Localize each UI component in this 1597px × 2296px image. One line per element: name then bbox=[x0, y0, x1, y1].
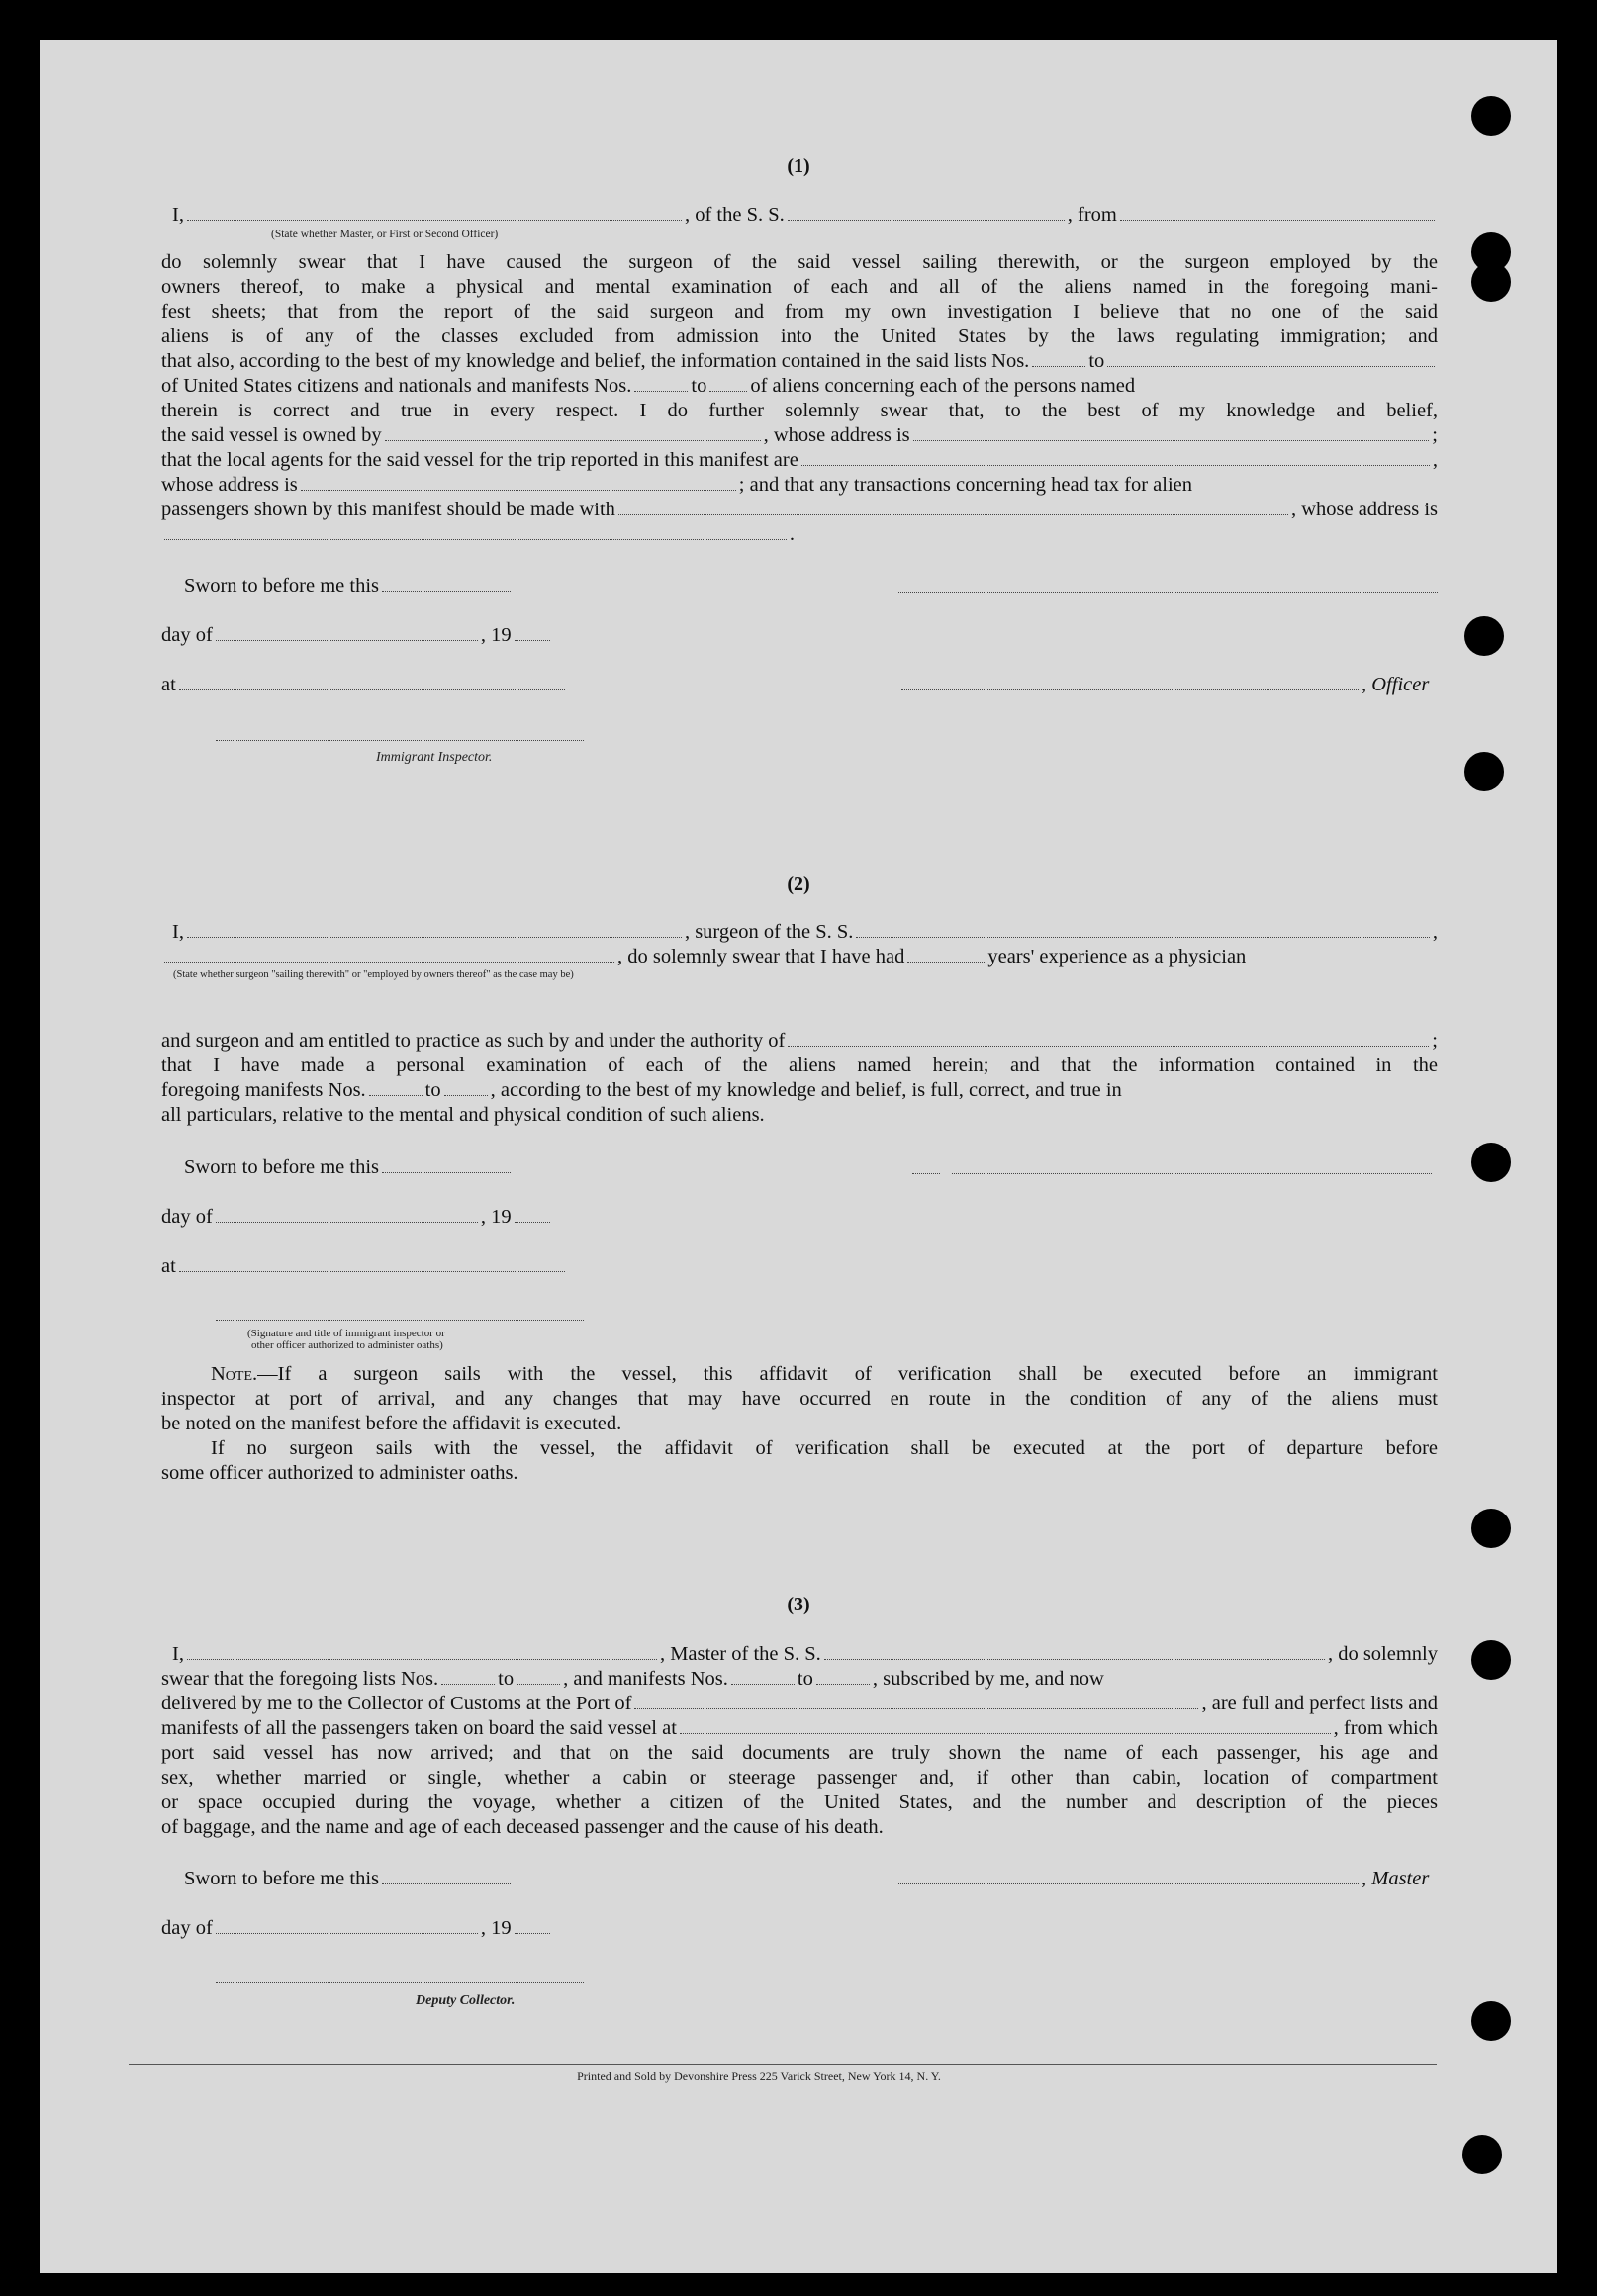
text: passengers shown by this manifest should be made with bbox=[161, 499, 615, 520]
text: whose address is bbox=[161, 474, 298, 496]
s1-paragraph-line: fest sheets; that from the report of the said surgeon and from my own investigation I believe that no one of the said bbox=[161, 301, 1438, 322]
s1-paragraph-line: owners thereof, to make a physical and mental examination of each and all of the aliens named in the foregoing mani- bbox=[161, 276, 1438, 298]
at-field[interactable] bbox=[179, 676, 565, 690]
punch-hole bbox=[1471, 1509, 1511, 1548]
year-field[interactable] bbox=[515, 1919, 550, 1934]
s2-line-6: all particulars, relative to the mental and physical condition of such aliens. bbox=[161, 1104, 765, 1126]
text: —If a surgeon sails with the vessel, this affidavit of verification shall be executed before an immigrant bbox=[257, 1363, 1438, 1385]
text: , according to the best of my knowledge and belief, is full, correct, and true in bbox=[490, 1079, 1122, 1101]
authority-field[interactable] bbox=[788, 1032, 1429, 1047]
head-tax-party-field[interactable] bbox=[618, 501, 1288, 515]
punch-hole bbox=[1471, 2001, 1511, 2041]
s2-note-line: be noted on the manifest before the affidavit is executed. bbox=[161, 1413, 622, 1434]
s3-paragraph-line: or space occupied during the voyage, whether a citizen of the United States, and the number and description of the pieces bbox=[161, 1791, 1438, 1813]
signature-note: (Signature and title of immigrant inspector or bbox=[247, 1328, 445, 1339]
from-port-field[interactable] bbox=[1120, 206, 1435, 221]
signature-field[interactable] bbox=[912, 1173, 940, 1174]
text: , Officer bbox=[1362, 674, 1430, 695]
s1-officer bbox=[898, 673, 1429, 697]
s1-line-13 bbox=[161, 522, 795, 547]
manifests-from-field[interactable] bbox=[731, 1670, 795, 1685]
s2-note-line: inspector at port of arrival, and any changes that may have occurred en route in the condition of any of the aliens must bbox=[161, 1388, 1438, 1410]
section-2-header: (2) bbox=[787, 873, 810, 895]
printer-footer: Printed and Sold by Devonshire Press 225 Varick Street, New York 14, N. Y. bbox=[577, 2069, 941, 2083]
years-field[interactable] bbox=[907, 948, 985, 963]
text: , surgeon of the S. S. bbox=[684, 921, 854, 943]
text: , 19 bbox=[480, 1917, 512, 1939]
text: Sworn to before me this bbox=[184, 1868, 379, 1889]
text: , do solemnly bbox=[1327, 1643, 1438, 1665]
punch-hole bbox=[1471, 262, 1511, 302]
day-of-field[interactable] bbox=[216, 1919, 478, 1934]
s2-line-2 bbox=[161, 945, 1438, 969]
s1-line-10 bbox=[161, 448, 1438, 473]
section-3-header: (3) bbox=[787, 1594, 810, 1615]
inspector-caption: Immigrant Inspector. bbox=[376, 750, 493, 765]
text: , of the S. S. bbox=[684, 204, 785, 226]
boarding-port-field[interactable] bbox=[680, 1719, 1331, 1734]
s3-line-3 bbox=[161, 1692, 1438, 1716]
punch-hole bbox=[1471, 96, 1511, 136]
text: manifests of all the passengers taken on board the said vessel at bbox=[161, 1717, 677, 1739]
port-field[interactable] bbox=[634, 1695, 1198, 1709]
text: ; and that any transactions concerning head tax for alien bbox=[738, 474, 1193, 496]
owner-field[interactable] bbox=[385, 426, 761, 441]
master-name-field[interactable] bbox=[187, 1645, 657, 1660]
text: at bbox=[161, 1255, 176, 1277]
s1-paragraph-line: aliens is of any of the classes excluded from admission into the United States by the laws regulating immigration; and bbox=[161, 325, 1438, 347]
text: Sworn to before me this bbox=[184, 1156, 379, 1178]
manifests-to-field[interactable] bbox=[709, 377, 747, 392]
s3-line-4 bbox=[161, 1716, 1438, 1741]
text: , from bbox=[1067, 204, 1117, 226]
inspector-signature-field[interactable] bbox=[216, 740, 584, 741]
s3-paragraph-line: sex, whether married or single, whether a cabin or steerage passenger and, if other than cabin, location of compartment bbox=[161, 1767, 1438, 1789]
text: , bbox=[1432, 921, 1438, 943]
text: years' experience as a physician bbox=[987, 946, 1247, 967]
punch-hole bbox=[1464, 616, 1504, 656]
text: at bbox=[161, 674, 176, 695]
s1-line-7 bbox=[161, 374, 1438, 399]
s2-sworn bbox=[184, 1155, 514, 1180]
agents-address-field[interactable] bbox=[301, 476, 736, 491]
lists-from-field[interactable] bbox=[441, 1670, 495, 1685]
text: , 19 bbox=[480, 624, 512, 646]
officer-rank-field[interactable] bbox=[187, 206, 682, 221]
s2-note2-line: some officer authorized to administer oaths. bbox=[161, 1462, 518, 1484]
vessel-name-field[interactable] bbox=[856, 923, 1429, 938]
s1-line-12 bbox=[161, 498, 1438, 522]
collector-caption: Deputy Collector. bbox=[416, 1993, 516, 2008]
text: , 19 bbox=[480, 1206, 512, 1228]
signature-field[interactable] bbox=[898, 592, 1438, 593]
punch-hole bbox=[1462, 2135, 1502, 2174]
year-field[interactable] bbox=[515, 1208, 550, 1223]
text: to bbox=[1088, 350, 1105, 372]
text: , bbox=[1432, 449, 1438, 471]
s2-note2-line: If no surgeon sails with the vessel, the affidavit of verification shall be executed at the port of departure before bbox=[211, 1437, 1438, 1459]
text: of aliens concerning each of the persons named bbox=[750, 375, 1136, 397]
vessel-name-field[interactable] bbox=[824, 1645, 1325, 1660]
year-field[interactable] bbox=[515, 626, 550, 641]
section-1-header: (1) bbox=[787, 155, 810, 177]
s2-line-5 bbox=[161, 1078, 1438, 1103]
text: , subscribed by me, and now bbox=[872, 1668, 1104, 1690]
s2-line-4: that I have made a personal examination of each of the aliens named herein; and that the information contained in the bbox=[161, 1055, 1438, 1076]
s2-line-3 bbox=[161, 1029, 1438, 1054]
s3-line-1 bbox=[172, 1642, 1438, 1667]
punch-hole bbox=[1471, 1143, 1511, 1182]
signature-field[interactable] bbox=[952, 1173, 1432, 1174]
text: foregoing manifests Nos. bbox=[161, 1079, 366, 1101]
s3-dayof bbox=[161, 1916, 553, 1941]
punch-hole bbox=[1464, 752, 1504, 791]
manifests-to-field[interactable] bbox=[444, 1081, 488, 1096]
day-of-field[interactable] bbox=[216, 1208, 478, 1223]
manifests-from-field[interactable] bbox=[369, 1081, 423, 1096]
text: I, bbox=[172, 204, 184, 226]
text: to bbox=[691, 375, 707, 397]
manifests-from-field[interactable] bbox=[634, 377, 688, 392]
s2-note-line bbox=[161, 1362, 1438, 1387]
s1-line-1 bbox=[172, 203, 1438, 228]
s1-paragraph-line: do solemnly swear that I have caused the surgeon of the said vessel sailing therewith, or the surgeon employed by the bbox=[161, 251, 1438, 273]
s1-line-8: therein is correct and true in every respect. I do further solemnly swear that, to the best of my knowledge and belief, bbox=[161, 400, 1438, 421]
text: swear that the foregoing lists Nos. bbox=[161, 1668, 439, 1690]
sworn-date-field[interactable] bbox=[382, 1158, 511, 1173]
text: , whose address is bbox=[1290, 499, 1438, 520]
head-tax-address-field[interactable] bbox=[164, 525, 787, 540]
day-of-field[interactable] bbox=[216, 626, 478, 641]
officer-signature-field[interactable] bbox=[901, 676, 1359, 690]
text: delivered by me to the Collector of Customs at the Port of bbox=[161, 1693, 632, 1714]
text: , Master of the S. S. bbox=[659, 1643, 821, 1665]
text: I, bbox=[172, 1643, 184, 1665]
signature-note: other officer authorized to administer oaths) bbox=[251, 1339, 443, 1351]
text: , do solemnly swear that I have had bbox=[617, 946, 905, 967]
footer-rule bbox=[129, 2064, 1437, 2065]
s1-dayof bbox=[161, 623, 553, 648]
s2-dayof bbox=[161, 1205, 553, 1230]
text: to bbox=[797, 1668, 813, 1690]
text: day of bbox=[161, 1206, 213, 1228]
vessel-name-field[interactable] bbox=[788, 206, 1065, 221]
form-page bbox=[40, 40, 1557, 2273]
text: . bbox=[789, 523, 795, 545]
rank-note: (State whether Master, or First or Second Officer) bbox=[271, 229, 499, 240]
surgeon-status-note: (State whether surgeon "sailing therewith" or "employed by owners thereof" as the case may be) bbox=[173, 969, 574, 980]
surgeon-status-field[interactable] bbox=[164, 948, 614, 963]
text: I, bbox=[172, 921, 184, 943]
text: ; bbox=[1432, 1030, 1438, 1052]
surgeon-name-field[interactable] bbox=[187, 923, 682, 938]
text: to bbox=[498, 1668, 515, 1690]
s2-at bbox=[161, 1254, 568, 1279]
owner-address-field[interactable] bbox=[913, 426, 1430, 441]
inspector-signature-field[interactable] bbox=[216, 1320, 584, 1321]
master-signature-field[interactable] bbox=[898, 1870, 1359, 1884]
s1-line-6 bbox=[161, 349, 1438, 374]
s2-line-1 bbox=[172, 920, 1438, 945]
s3-line-2 bbox=[161, 1667, 1438, 1692]
s3-paragraph-line: port said vessel has now arrived; and that on the said documents are truly shown the name of each passenger, his age and bbox=[161, 1742, 1438, 1764]
text: Sworn to before me this bbox=[184, 575, 379, 597]
text: day of bbox=[161, 1917, 213, 1939]
punch-hole bbox=[1471, 1640, 1511, 1680]
lists-from-field[interactable] bbox=[1032, 352, 1085, 367]
collector-signature-field[interactable] bbox=[216, 1982, 584, 1983]
s1-line-11 bbox=[161, 473, 1438, 498]
s3-paragraph-line: of baggage, and the name and age of each deceased passenger and the cause of his death. bbox=[161, 1816, 884, 1838]
s1-sworn bbox=[184, 574, 514, 598]
text: the said vessel is owned by bbox=[161, 424, 382, 446]
agents-field[interactable] bbox=[801, 451, 1430, 466]
text: day of bbox=[161, 624, 213, 646]
text: and surgeon and am entitled to practice as such by and under the authority of bbox=[161, 1030, 786, 1052]
lists-to-field[interactable] bbox=[1107, 352, 1435, 367]
text: , whose address is bbox=[763, 424, 910, 446]
s3-sworn bbox=[184, 1867, 514, 1891]
text: of United States citizens and nationals and manifests Nos. bbox=[161, 375, 632, 397]
text: , from which bbox=[1333, 1717, 1438, 1739]
text: , are full and perfect lists and bbox=[1201, 1693, 1438, 1714]
s1-at bbox=[161, 673, 568, 697]
text: to bbox=[424, 1079, 441, 1101]
s1-line-9 bbox=[161, 423, 1438, 448]
text: that the local agents for the said vessel for the trip reported in this manifest are bbox=[161, 449, 798, 471]
sworn-date-field[interactable] bbox=[382, 1870, 511, 1884]
text: ; bbox=[1432, 424, 1438, 446]
s3-master bbox=[895, 1867, 1429, 1891]
lists-to-field[interactable] bbox=[517, 1670, 560, 1685]
text: , and manifests Nos. bbox=[563, 1668, 728, 1690]
text: that also, according to the best of my knowledge and belief, the information contained in the said lists Nos. bbox=[161, 350, 1030, 372]
text: , Master bbox=[1362, 1868, 1430, 1889]
at-field[interactable] bbox=[179, 1257, 565, 1272]
sworn-date-field[interactable] bbox=[382, 577, 511, 592]
note-label: Note. bbox=[211, 1363, 258, 1385]
manifests-to-field[interactable] bbox=[816, 1670, 870, 1685]
